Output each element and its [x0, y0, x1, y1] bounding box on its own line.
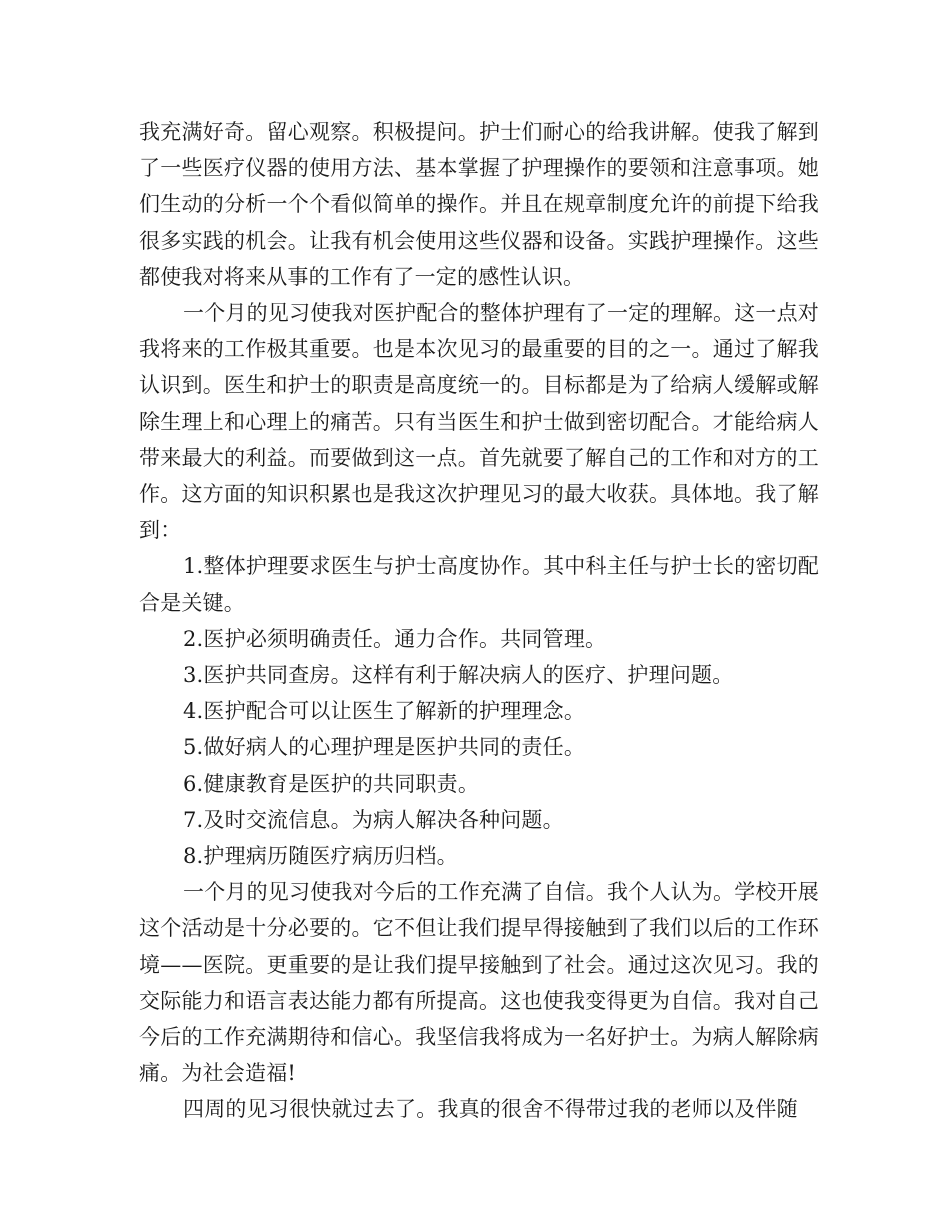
paragraph-understanding: 一个月的见习使我对医护配合的整体护理有了一定的理解。这一点对我将来的工作极其重要。也是本次见习的最重要的目的之一。通过了解我认识到。医生和护士的职责是高度统一的。目标都是为了给病人缓解或解除生理上和心理上的痛苦。只有当医生和护士做到密切配合。才能给病人带来最大的利益。而要做到这一点。首先就要了解自己的工作和对方的工作。这方面的知识积累也是我这次护理见习的最大收获。具体地。我了解到： — [139, 301, 819, 543]
paragraph-confidence: 一个月的见习使我对今后的工作充满了自信。我个人认为。学校开展这个活动是十分必要的。它不但让我们提早得接触到了我们以后的工作环境——医院。更重要的是让我们提早接触到了社会。通过这次见习。我的交际能力和语言表达能力都有所提高。这也使我变得更为自信。我对自己今后的工作充满期待和信心。我坚信我将成为一名好护士。为病人解除病痛。为社会造福! — [139, 880, 819, 1086]
list-item-3: 3.医护共同查房。这样有利于解决病人的医疗、护理问题。 — [183, 663, 734, 688]
list-item-6: 6.健康教育是医护的共同职责。 — [183, 771, 480, 796]
list-item-2: 2.医护必须明确责任。通力合作。共同管理。 — [183, 626, 607, 651]
document-body — [139, 114, 819, 1128]
list-item-7: 7.及时交流信息。为病人解决各种问题。 — [183, 807, 564, 832]
list-item-4: 4.医护配合可以让医生了解新的护理理念。 — [183, 699, 586, 724]
list-item-5: 5.做好病人的心理护理是医护共同的责任。 — [183, 735, 586, 760]
list-item-1: 1.整体护理要求医生与护士高度协作。其中科主任与护士长的密切配合是关键。 — [139, 554, 819, 615]
paragraph-farewell: 四周的见习很快就过去了。我真的很舍不得带过我的老师以及伴随 — [183, 1097, 798, 1122]
paragraph-continuation: 我充满好奇。留心观察。积极提问。护士们耐心的给我讲解。使我了解到了一些医疗仪器的使用方法、基本掌握了护理操作的要领和注意事项。她们生动的分析一个个看似简单的操作。并且在规章制度允许的前提下给我很多实践的机会。让我有机会使用这些仪器和设备。实践护理操作。这些都使我对将来从事的工作有了一定的感性认识。 — [139, 120, 819, 289]
list-item-8: 8.护理病历随医疗病历归档。 — [183, 844, 458, 869]
